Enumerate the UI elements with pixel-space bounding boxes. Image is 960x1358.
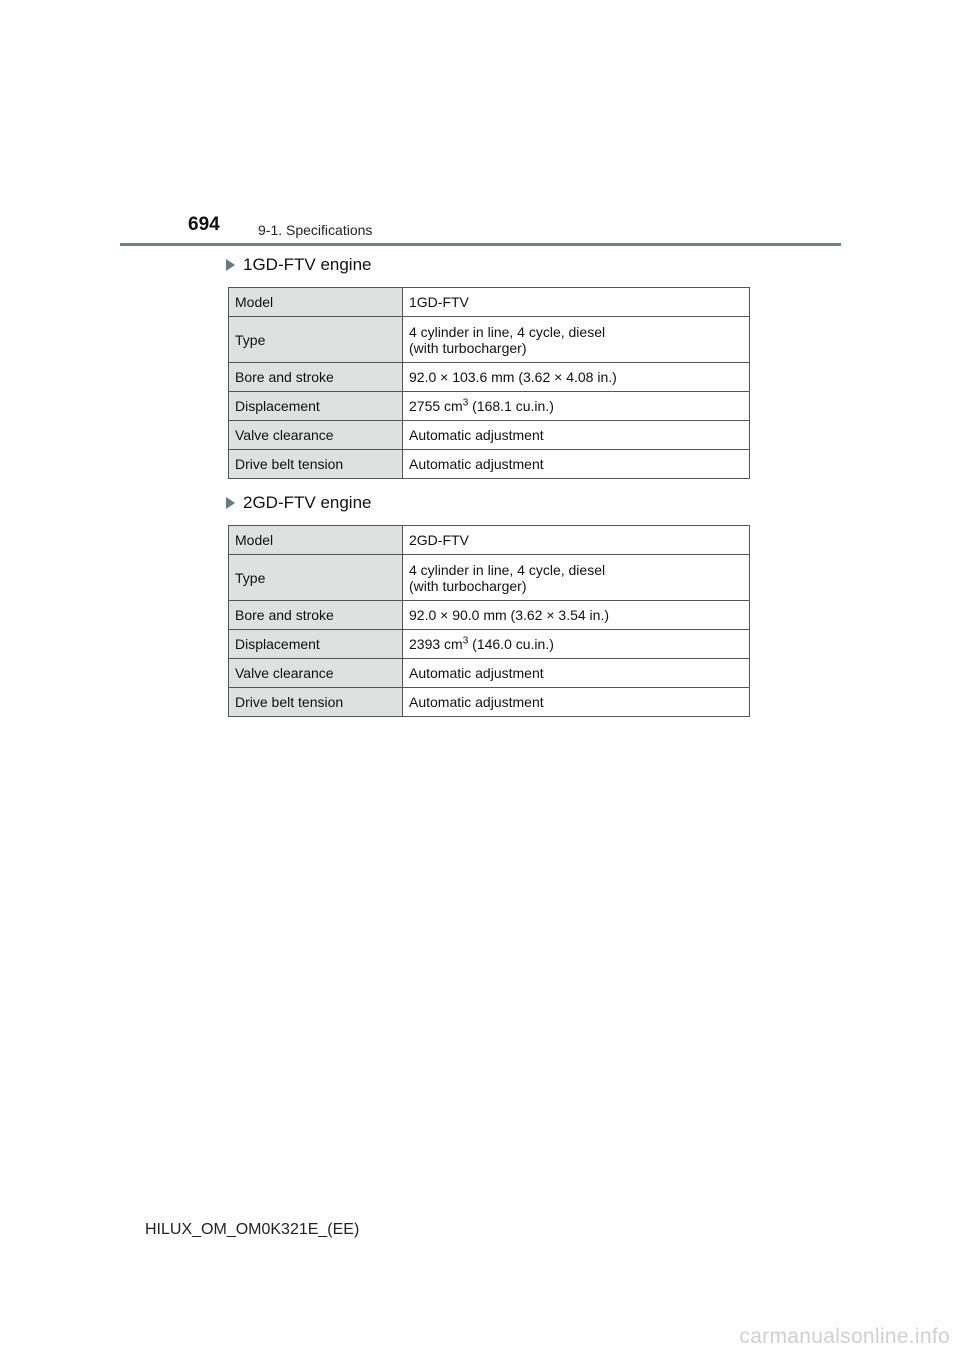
row-value: Automatic adjustment xyxy=(403,450,750,479)
row-label: Drive belt tension xyxy=(229,688,403,717)
triangle-bullet-icon xyxy=(226,259,235,271)
page-number: 694 xyxy=(188,214,220,235)
table-row xyxy=(229,555,750,601)
row-value xyxy=(403,392,750,421)
row-label: Valve clearance xyxy=(229,421,403,450)
row-value xyxy=(403,630,750,659)
row-label: Drive belt tension xyxy=(229,450,403,479)
value-superscript: 3 xyxy=(462,635,469,647)
value-superscript: 3 xyxy=(462,397,469,409)
value-main: 2755 cm xyxy=(409,398,463,414)
row-label: Bore and stroke xyxy=(229,363,403,392)
table-row xyxy=(229,363,750,392)
table-row xyxy=(229,288,750,317)
row-label: Bore and stroke xyxy=(229,601,403,630)
row-label: Model xyxy=(229,526,403,555)
row-value xyxy=(403,317,750,363)
row-value xyxy=(403,555,750,601)
table-row xyxy=(229,392,750,421)
value-line: 4 cylinder in line, 4 cycle, diesel xyxy=(409,561,606,578)
value-rest: (168.1 cu.in.) xyxy=(468,398,554,414)
value-line: (with turbocharger) xyxy=(409,339,527,356)
row-value: 92.0 × 90.0 mm (3.62 × 3.54 in.) xyxy=(403,601,750,630)
row-value: 1GD-FTV xyxy=(403,288,750,317)
table-row xyxy=(229,601,750,630)
value-rest: (146.0 cu.in.) xyxy=(468,636,554,652)
manual-code: HILUX_OM_OM0K321E_(EE) xyxy=(145,1221,360,1238)
row-value: Automatic adjustment xyxy=(403,421,750,450)
row-value: 92.0 × 103.6 mm (3.62 × 4.08 in.) xyxy=(403,363,750,392)
table-row xyxy=(229,317,750,363)
row-value: 2GD-FTV xyxy=(403,526,750,555)
engine-heading-2gd xyxy=(226,493,372,513)
table-row xyxy=(229,421,750,450)
value-main: 2393 cm xyxy=(409,636,463,652)
row-label: Model xyxy=(229,288,403,317)
spec-table-2gd xyxy=(228,525,750,717)
engine-heading-1gd xyxy=(226,255,372,275)
row-label: Displacement xyxy=(229,392,403,421)
row-value: Automatic adjustment xyxy=(403,688,750,717)
row-label: Type xyxy=(229,555,403,601)
row-value: Automatic adjustment xyxy=(403,659,750,688)
row-label: Valve clearance xyxy=(229,659,403,688)
engine-heading-label: 1GD-FTV engine xyxy=(243,255,372,274)
header-rule xyxy=(120,243,841,246)
table-row xyxy=(229,688,750,717)
table-row xyxy=(229,630,750,659)
table-row xyxy=(229,450,750,479)
value-line: 4 cylinder in line, 4 cycle, diesel xyxy=(409,323,606,340)
value-line: (with turbocharger) xyxy=(409,577,527,594)
spec-table-1gd xyxy=(228,287,750,479)
watermark: carmanualsonline.info xyxy=(739,1325,950,1348)
engine-heading-label: 2GD-FTV engine xyxy=(243,493,372,512)
row-label: Displacement xyxy=(229,630,403,659)
row-label: Type xyxy=(229,317,403,363)
section-title: 9-1. Specifications xyxy=(258,222,373,238)
triangle-bullet-icon xyxy=(226,497,235,509)
table-row xyxy=(229,526,750,555)
table-row xyxy=(229,659,750,688)
